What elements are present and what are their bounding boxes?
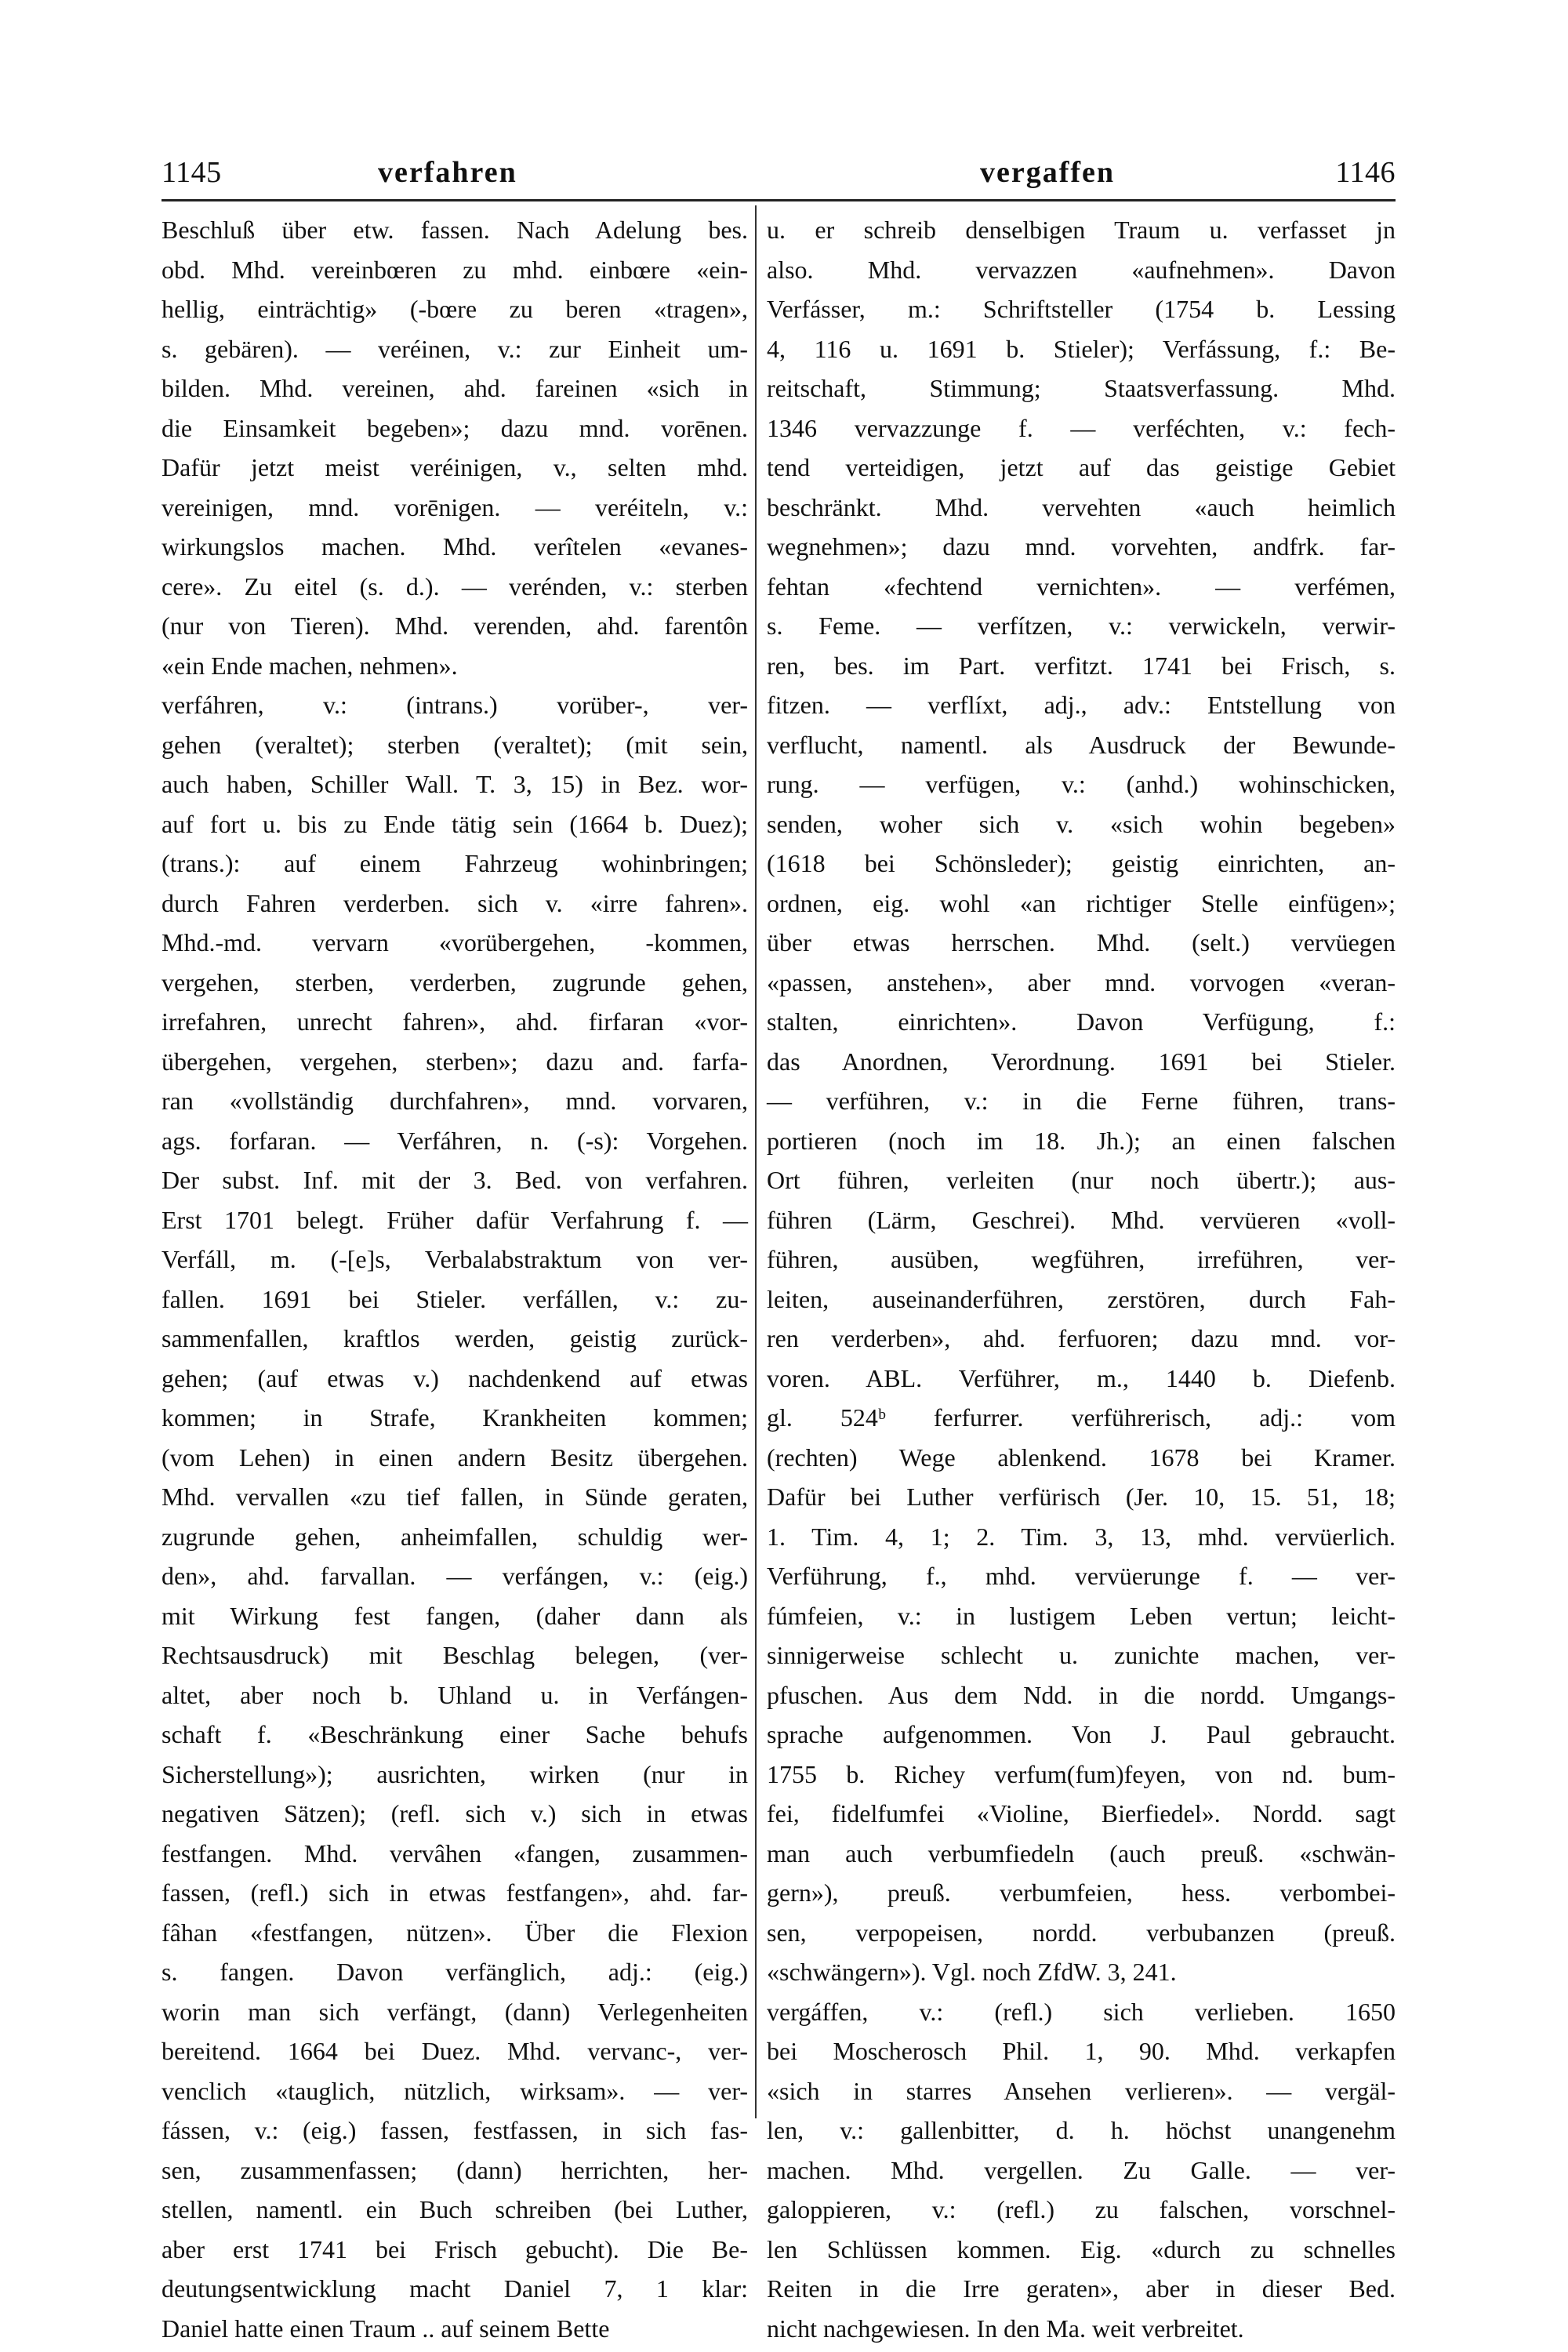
text-line: Ort führen, verleiten (nur noch übertr.); aus- (767, 1166, 1396, 1194)
text-line: (vom Lehen) in einen andern Besitz übergehen. (162, 1443, 748, 1472)
text-line: sinnigerweise schlecht u. zunichte machen, ver- (767, 1641, 1396, 1669)
text-line: übergehen, vergehen, sterben»; dazu and. farfa- (162, 1047, 748, 1076)
text-line: Mhd.-md. vervarn «vorübergehen, -kommen, (162, 928, 748, 956)
text-line: wirkungslos machen. Mhd. verîtelen «evanes- (162, 532, 748, 561)
text-line: tend verteidigen, jetzt auf das geistige Gebiet (767, 453, 1396, 481)
text-line: fúmfeien, v.: in lustigem Leben vertun; leicht- (767, 1601, 1396, 1630)
text-line: Sicherstellung»); ausrichten, wirken (nur in (162, 1759, 748, 1788)
text-line: sen, zusammenfassen; (dann) herrichten, her- (162, 2155, 748, 2184)
text-line: — verführen, v.: in die Ferne führen, trans- (767, 1087, 1396, 1115)
text-line: wegnehmen»; dazu mnd. vorvehten, andfrk. far- (767, 532, 1396, 561)
column-divider (755, 205, 757, 2118)
header-rule (162, 199, 1396, 201)
running-header (162, 149, 1396, 196)
text-line: mit Wirkung fest fangen, (daher dann als (162, 1601, 748, 1630)
text-line: gern»), preuß. verbumfeien, hess. verbombei- (767, 1878, 1396, 1907)
text-line: vergáffen, v.: (refl.) sich verlieben. 1650 (767, 1997, 1396, 2026)
text-line: negativen Sätzen); (refl. sich v.) sich in etwas (162, 1799, 748, 1828)
text-line: venclich «tauglich, nützlich, wirksam». — ver- (162, 2076, 748, 2105)
text-line: s. Feme. — verfítzen, v.: verwickeln, verwir- (767, 612, 1396, 640)
text-line: machen. Mhd. vergellen. Zu Galle. — ver- (767, 2155, 1396, 2184)
text-line: führen, ausüben, wegführen, irreführen, ver- (767, 1245, 1396, 1273)
text-line: len, v.: gallenbitter, d. h. höchst unangenehm (767, 2116, 1396, 2144)
text-line: verflucht, namentl. als Ausdruck der Bewunde- (767, 730, 1396, 759)
text-line: Mhd. vervallen «zu tief fallen, in Sünde geraten, (162, 1483, 748, 1511)
text-line: kommen; in Strafe, Krankheiten kommen; (162, 1403, 748, 1432)
text-line: festfangen. Mhd. vervâhen «fangen, zusammen- (162, 1838, 748, 1867)
text-line: s. fangen. Davon verfänglich, adj.: (eig.) (162, 1958, 748, 1986)
text-line: Verfáll, m. (-[e]s, Verbalabstraktum von ver- (162, 1245, 748, 1273)
text-line: man auch verbumfiedeln (auch preuß. «schwän- (767, 1838, 1396, 1867)
text-line: senden, woher sich v. «sich wohin begeben» (767, 809, 1396, 838)
text-line: (trans.): auf einem Fahrzeug wohinbringen; (162, 849, 748, 877)
text-line: leiten, auseinanderführen, zerstören, durch Fah- (767, 1284, 1396, 1313)
text-line: hellig, einträchtig» (-bœre zu beren «tragen», (162, 295, 748, 323)
right-page-number: 1146 (1335, 156, 1396, 189)
text-line: auf fort u. bis zu Ende tätig sein (1664 b. Duez); (162, 809, 748, 838)
text-line: rung. — verfügen, v.: (anhd.) wohinschicken, (767, 770, 1396, 798)
text-line: deutungsentwicklung macht Daniel 7, 1 klar: (162, 2274, 748, 2303)
text-line: ren, bes. im Part. verfitzt. 1741 bei Frisch, s. (767, 651, 1396, 680)
text-line: «passen, anstehen», aber mnd. vorvogen «veran- (767, 967, 1396, 996)
text-line: beschränkt. Mhd. vervehten «auch heimlich (767, 492, 1396, 521)
text-line: Verfásser, m.: Schriftsteller (1754 b. Lessing (767, 295, 1396, 323)
text-line: ren verderben», ahd. ferfuoren; dazu mnd. vor- (767, 1324, 1396, 1352)
text-line: sen, verpopeisen, nordd. verbubanzen (preuß. (767, 1918, 1396, 1947)
text-line: sprache aufgenommen. Von J. Paul gebraucht. (767, 1720, 1396, 1748)
text-line: «sich in starres Ansehen verlieren». — vergäl- (767, 2076, 1396, 2105)
text-line: galoppieren, v.: (refl.) zu falschen, vorschnel- (767, 2195, 1396, 2223)
text-line: reitschaft, Stimmung; Staatsverfassung. Mhd. (767, 374, 1396, 402)
text-line: fassen, (refl.) sich in etwas festfangen», ahd. far- (162, 1878, 748, 1907)
text-line: vereinigen, mnd. vorēnigen. — veréiteln, v.: (162, 492, 748, 521)
text-line: (1618 bei Schönsleder); geistig einrichten, an- (767, 849, 1396, 877)
text-line: «ein Ende machen, nehmen». (162, 651, 458, 680)
text-line: u. er schreib denselbigen Traum u. verfasset jn (767, 216, 1396, 244)
text-line: fitzen. — verflíxt, adj., adv.: Entstellung von (767, 691, 1396, 719)
text-line: altet, aber noch b. Uhland u. in Verfángen- (162, 1680, 748, 1709)
text-line: schaft f. «Beschränkung einer Sache behufs (162, 1720, 748, 1748)
text-line: s. gebären). — veréinen, v.: zur Einheit um- (162, 334, 748, 363)
text-line: verfáhren, v.: (intrans.) vorüber-, ver- (162, 691, 748, 719)
text-line: Erst 1701 belegt. Früher dafür Verfahrung f. — (162, 1205, 748, 1234)
text-line: Dafür bei Luther verfürisch (Jer. 10, 15. 51, 18; (767, 1483, 1396, 1511)
left-page-number: 1145 (162, 156, 222, 189)
text-line: sammenfallen, kraftlos werden, geistig zurück- (162, 1324, 748, 1352)
text-line: zugrunde gehen, anheimfallen, schuldig wer- (162, 1522, 748, 1551)
text-line: aber erst 1741 bei Frisch gebucht). Die Be- (162, 2234, 748, 2263)
text-line: 1755 b. Richey verfum(fum)feyen, von nd. bum- (767, 1759, 1396, 1788)
text-line: worin man sich verfängt, (dann) Verlegenheiten (162, 1997, 748, 2026)
text-line: 4, 116 u. 1691 b. Stieler); Verfássung, f.: Be- (767, 334, 1396, 363)
text-line: durch Fahren verderben. sich v. «irre fahren». (162, 888, 748, 917)
text-line: portieren (noch im 18. Jh.); an einen falschen (767, 1126, 1396, 1155)
text-line: bei Moscherosch Phil. 1, 90. Mhd. verkapfen (767, 2037, 1396, 2065)
text-line: vergehen, sterben, verderben, zugrunde gehen, (162, 967, 748, 996)
text-line: also. Mhd. vervazzen «aufnehmen». Davon (767, 255, 1396, 284)
text-line: die Einsamkeit begeben»; dazu mnd. vorēnen. (162, 413, 748, 442)
text-line: Daniel hatte einen Traum .. auf seinem Bette (162, 2314, 610, 2343)
text-line: Dafür jetzt meist veréinigen, v., selten mhd. (162, 453, 748, 481)
text-line: das Anordnen, Verordnung. 1691 bei Stieler. (767, 1047, 1396, 1076)
text-line: len Schlüssen kommen. Eig. «durch zu schnelles (767, 2234, 1396, 2263)
left-column (162, 210, 748, 2343)
text-line: irrefahren, unrecht fahren», ahd. firfaran «vor- (162, 1007, 748, 1036)
text-line: stalten, einrichten». Davon Verfügung, f.: (767, 1007, 1396, 1036)
text-line: stellen, namentl. ein Buch schreiben (bei Luther, (162, 2195, 748, 2223)
text-line: 1346 vervazzunge f. — verféchten, v.: fech- (767, 413, 1396, 442)
text-line: gehen (veraltet); sterben (veraltet); (mit sein, (162, 730, 748, 759)
text-line: fallen. 1691 bei Stieler. verfállen, v.: zu- (162, 1284, 748, 1313)
text-line: nicht nachgewiesen. In den Ma. weit verbreitet. (767, 2314, 1244, 2343)
text-line: gehen; (auf etwas v.) nachdenkend auf etwas (162, 1363, 748, 1392)
text-line: führen (Lärm, Geschrei). Mhd. vervüeren «voll- (767, 1205, 1396, 1234)
text-line: auch haben, Schiller Wall. T. 3, 15) in Bez. wor- (162, 770, 748, 798)
text-line: Reiten in die Irre geraten», aber in dieser Bed. (767, 2274, 1396, 2303)
text-line: ags. forfaran. — Verfáhren, n. (-s): Vorgehen. (162, 1126, 748, 1155)
text-line: Der subst. Inf. mit der 3. Bed. von verfahren. (162, 1166, 748, 1194)
text-line: (rechten) Wege ablenkend. 1678 bei Kramer. (767, 1443, 1396, 1472)
text-line: über etwas herrschen. Mhd. (selt.) vervüegen (767, 928, 1396, 956)
text-line: (nur von Tieren). Mhd. verenden, ahd. farentôn (162, 612, 748, 640)
text-line: pfuschen. Aus dem Ndd. in die nordd. Umgangs- (767, 1680, 1396, 1709)
text-line: ran «vollständig durchfahren», mnd. vorvaren, (162, 1087, 748, 1115)
text-line: fei, fidelfumfei «Violine, Bierfiedel». Nordd. sagt (767, 1799, 1396, 1828)
left-running-headword: verfahren (378, 156, 517, 189)
text-line: gl. 524ᵇ ferfurrer. verführerisch, adj.: vom (767, 1403, 1396, 1432)
right-running-headword: vergaffen (980, 156, 1116, 189)
text-line: 1. Tim. 4, 1; 2. Tim. 3, 13, mhd. vervüerlich. (767, 1522, 1396, 1551)
text-line: fâhan «festfangen, nützen». Über die Flexion (162, 1918, 748, 1947)
text-line: «schwängern»). Vgl. noch ZfdW. 3, 241. (767, 1958, 1177, 1986)
text-line: Verführung, f., mhd. vervüerunge f. — ver- (767, 1562, 1396, 1590)
text-line: Rechtsausdruck) mit Beschlag belegen, (ver- (162, 1641, 748, 1669)
text-line: obd. Mhd. vereinbœren zu mhd. einbœre «ein- (162, 255, 748, 284)
text-line: ordnen, eig. wohl «an richtiger Stelle einfügen»; (767, 888, 1396, 917)
text-line: voren. ABL. Verführer, m., 1440 b. Diefenb. (767, 1363, 1396, 1392)
text-line: bilden. Mhd. vereinen, ahd. fareinen «sich in (162, 374, 748, 402)
text-line: bereitend. 1664 bei Duez. Mhd. vervanc-, ver- (162, 2037, 748, 2065)
text-line: fássen, v.: (eig.) fassen, festfassen, in sich fas- (162, 2116, 748, 2144)
text-line: den», ahd. farvallan. — verfángen, v.: (eig.) (162, 1562, 748, 1590)
text-line: fehtan «fechtend vernichten». — verfémen, (767, 572, 1396, 601)
right-column (767, 210, 1396, 2343)
text-line: Beschluß über etw. fassen. Nach Adelung bes. (162, 216, 748, 244)
text-line: cere». Zu eitel (s. d.). — verénden, v.: sterben (162, 572, 748, 601)
